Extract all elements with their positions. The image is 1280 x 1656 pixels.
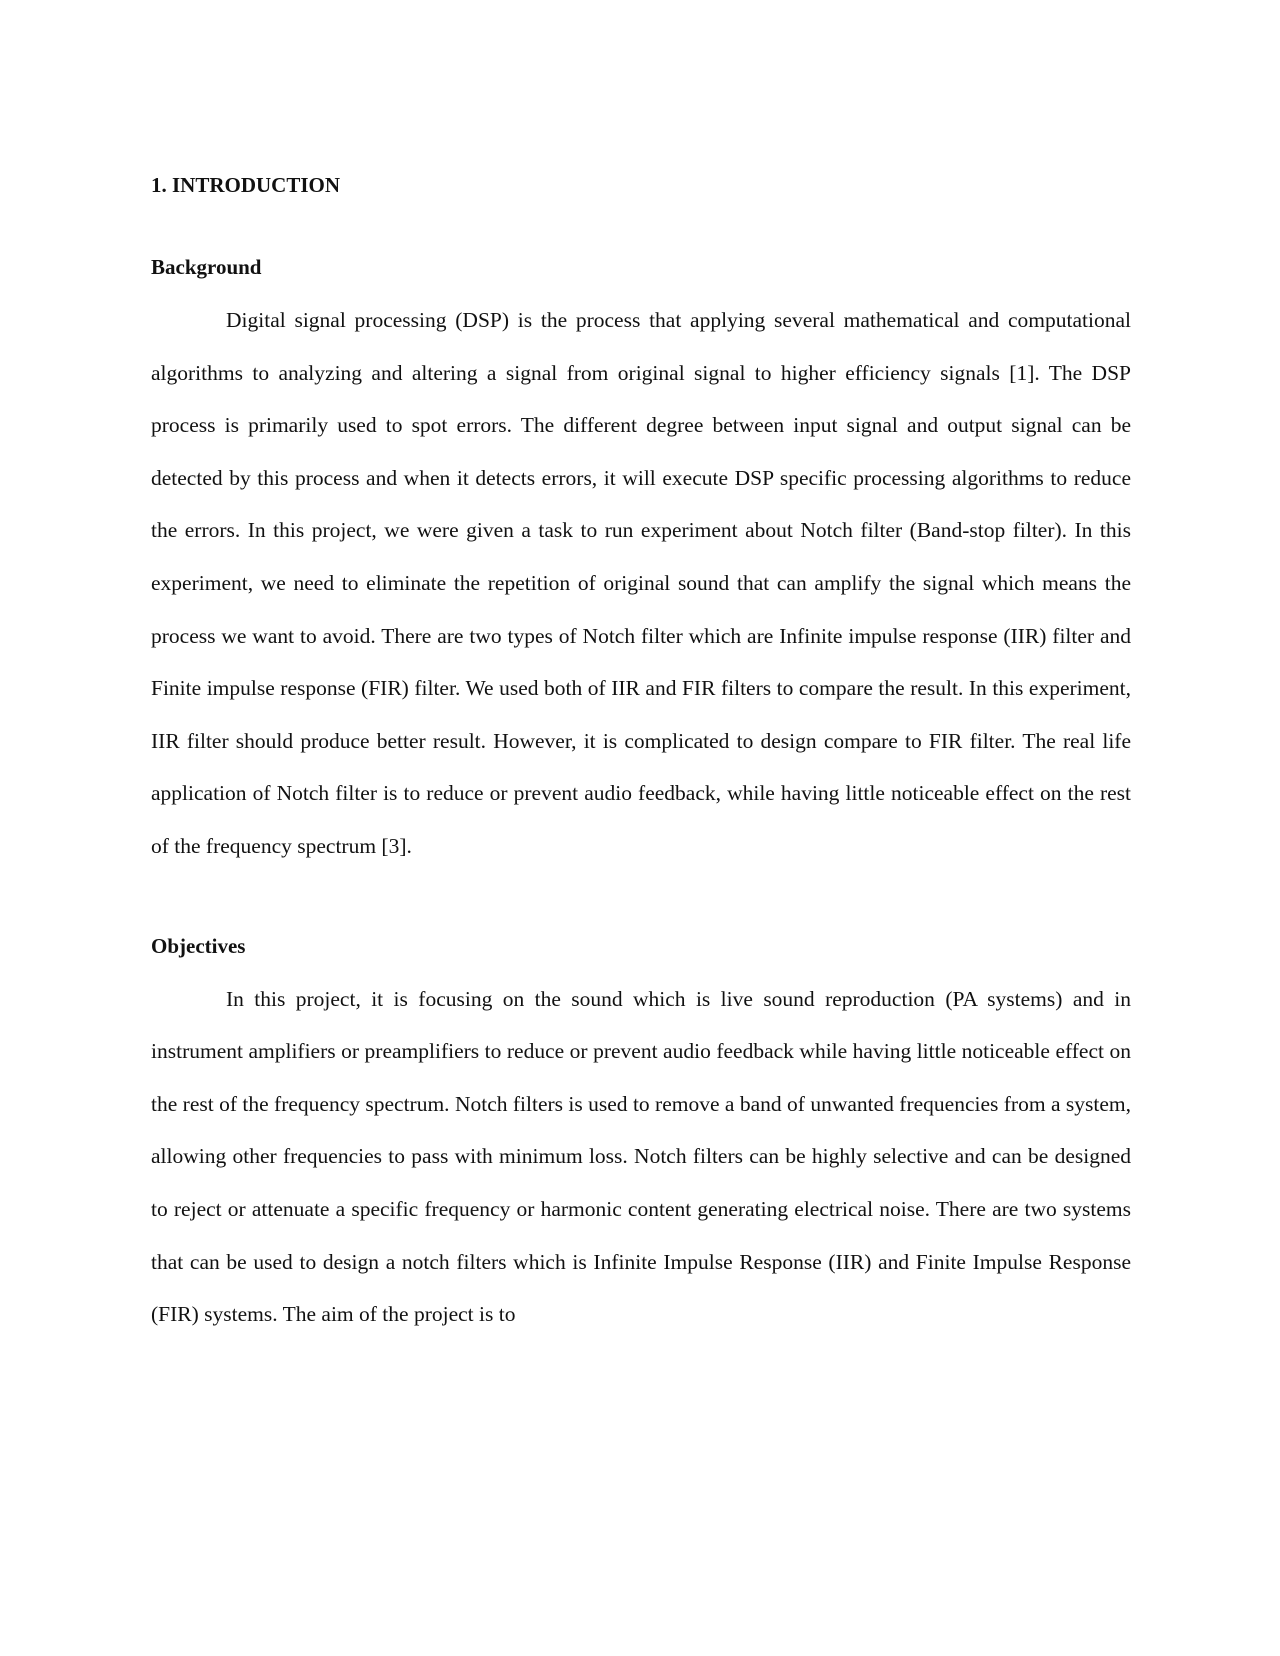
background-paragraph: Digital signal processing (DSP) is the process that applying several mathematical and computational algorithms to analyzing and altering a signal from original signal to higher efficiency signals [1]. The DSP process is primarily used to spot errors. The different degree between input signal and output signal can be detected by this process and when it detects errors, it will execute DSP specific processing algorithms to reduce the errors. In this project, we were given a task to run experiment about Notch filter (Band-stop filter). In this experiment, we need to eliminate the repetition of original sound that can amplify the signal which means the process we want to avoid. There are two types of Notch filter which are Infinite impulse response (IIR) filter and Finite impulse response (FIR) filter. We used both of IIR and FIR filters to compare the result. In this experiment, IIR filter should produce better result. However, it is complicated to design compare to FIR filter. The real life application of Notch filter is to reduce or prevent audio feedback, while having little noticeable effect on the rest of the frequency spectrum [3].	[151, 308, 1131, 858]
objectives-heading: Objectives	[151, 933, 246, 958]
background-heading: Background	[151, 255, 262, 279]
page-content	[151, 170, 1131, 1341]
objectives-paragraph: In this project, it is focusing on the sound which is live sound reproduction (PA systems) and in instrument amplifiers or preamplifiers to reduce or prevent audio feedback while having little noticeable effect on the rest of the frequency spectrum. Notch filters is used to remove a band of unwanted frequencies from a system, allowing other frequencies to pass with minimum loss. Notch filters can be highly selective and can be designed to reject or attenuate a specific frequency or harmonic content generating electrical noise. There are two systems that can be used to design a notch filters which is Infinite Impulse Response (IIR) and Finite Impulse Response (FIR) systems. The aim of the project is to	[151, 986, 1131, 1327]
section-title: 1. INTRODUCTION	[151, 173, 341, 197]
